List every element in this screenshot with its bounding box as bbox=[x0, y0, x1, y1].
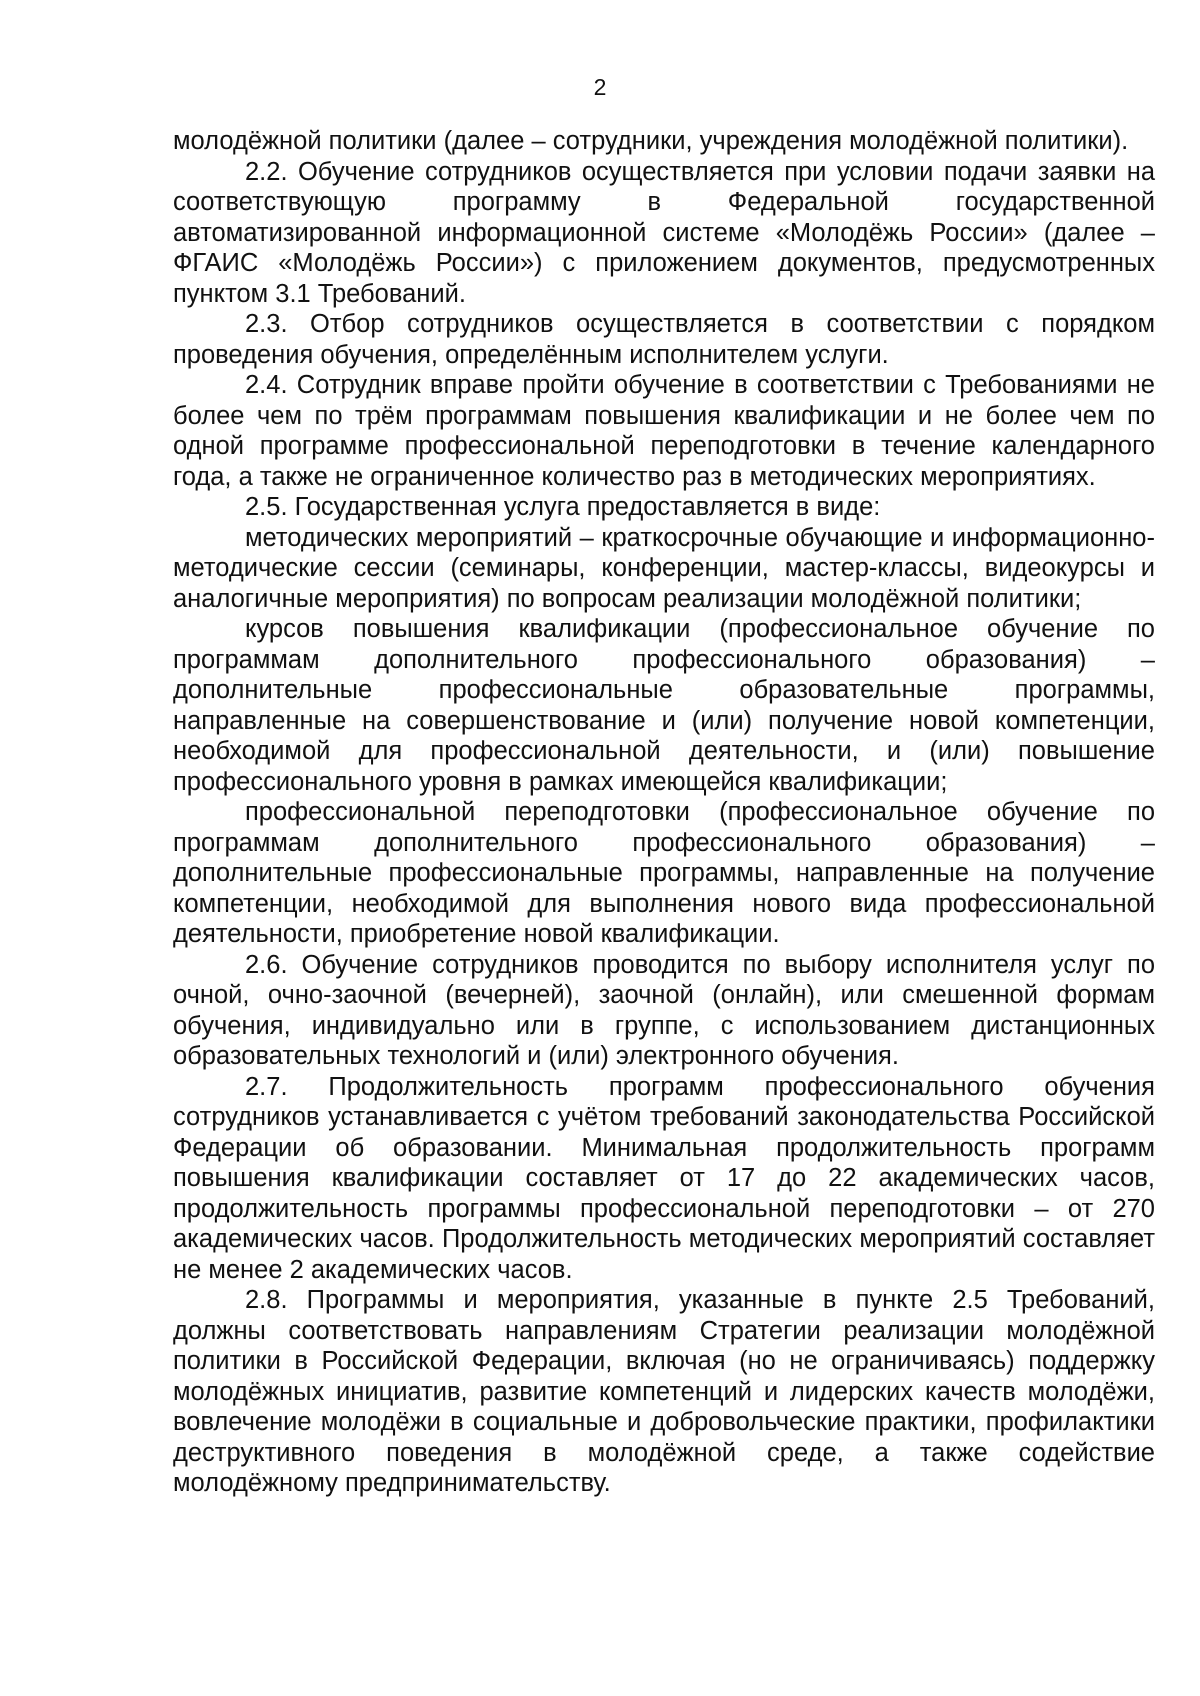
document-body bbox=[173, 126, 1155, 1499]
paragraph-2-7: 2.7. Продолжительность программ профессионального обучения сотрудников устанавливается с учётом требований законодательства Российской Федерации об образовании. Минимальная продолжительность программ повышения квалификации составляет от 17 до 22 академических часов, продолжительность программы профессиональной переподготовки – от 270 академических часов. Продолжительность методических мероприятий составляет не менее 2 академических часов. bbox=[173, 1072, 1155, 1284]
paragraph-2-8: 2.8. Программы и мероприятия, указанные в пункте 2.5 Требований, должны соответствовать направлениям Стратегии реализации молодёжной политики в Российской Федерации, включая (но не ограничиваясь) поддержку молодёжных инициатив, развитие компетенций и лидерских качеств молодёжи, вовлечение молодёжи в социальные и добровольческие практики, профилактики деструктивного поведения в молодёжной среде, а также содействие молодёжному предпринимательству. bbox=[173, 1286, 1155, 1497]
paragraph-2-5: 2.5. Государственная услуга предоставляется в виде: bbox=[245, 493, 881, 521]
paragraph-2-4: 2.4. Сотрудник вправе пройти обучение в соответствии с Требованиями не более чем по трём программам повышения квалификации и не более чем по одной программе профессиональной переподготовки в течение календарного года, а также не ограниченное количество раз в методических мероприятиях. bbox=[173, 371, 1155, 491]
list-item-professional-retraining: профессиональной переподготовки (профессиональное обучение по программам дополнительного профессионального образования) – дополнительные профессиональные программы, направленные на получение компетенции, необходимой для выполнения нового вида профессиональной деятельности, приобретение новой квалификации. bbox=[173, 798, 1155, 948]
paragraph-2-2: 2.2. Обучение сотрудников осуществляется при условии подачи заявки на соответствующую программу в Федеральной государственной автоматизированной информационной системе «Молодёжь России» (далее – ФГАИС «Молодёжь России») с приложением документов, предусмотренных пунктом 3.1 Требований. bbox=[173, 157, 1155, 308]
paragraph-continuation: молодёжной политики (далее – сотрудники, учреждения молодёжной политики). bbox=[173, 127, 1129, 155]
page-number: 2 bbox=[593, 74, 607, 100]
list-item-qualification-courses: курсов повышения квалификации (профессиональное обучение по программам дополнительного профессионального образования) – дополнительные профессиональные образовательные программы, направленные на совершенствование и (или) получение новой компетенции, необходимой для профессиональной деятельности, и (или) повышение профессионального уровня в рамках имеющейся квалификации; bbox=[173, 615, 1155, 796]
list-item-methodical-events: методических мероприятий – краткосрочные обучающие и информационно-методические сессии (семинары, конференции, мастер-классы, видеокурсы и аналогичные мероприятия) по вопросам реализации молодёжной политики; bbox=[173, 523, 1155, 613]
paragraph-2-3: 2.3. Отбор сотрудников осуществляется в соответствии с порядком проведения обучения, определённым исполнителем услуги. bbox=[173, 310, 1155, 369]
paragraph-2-6: 2.6. Обучение сотрудников проводится по выбору исполнителя услуг по очной, очно-заочной (вечерней), заочной (онлайн), или смешенной формам обучения, индивидуально или в группе, с использованием дистанционных образовательных технологий и (или) электронного обучения. bbox=[173, 950, 1155, 1070]
